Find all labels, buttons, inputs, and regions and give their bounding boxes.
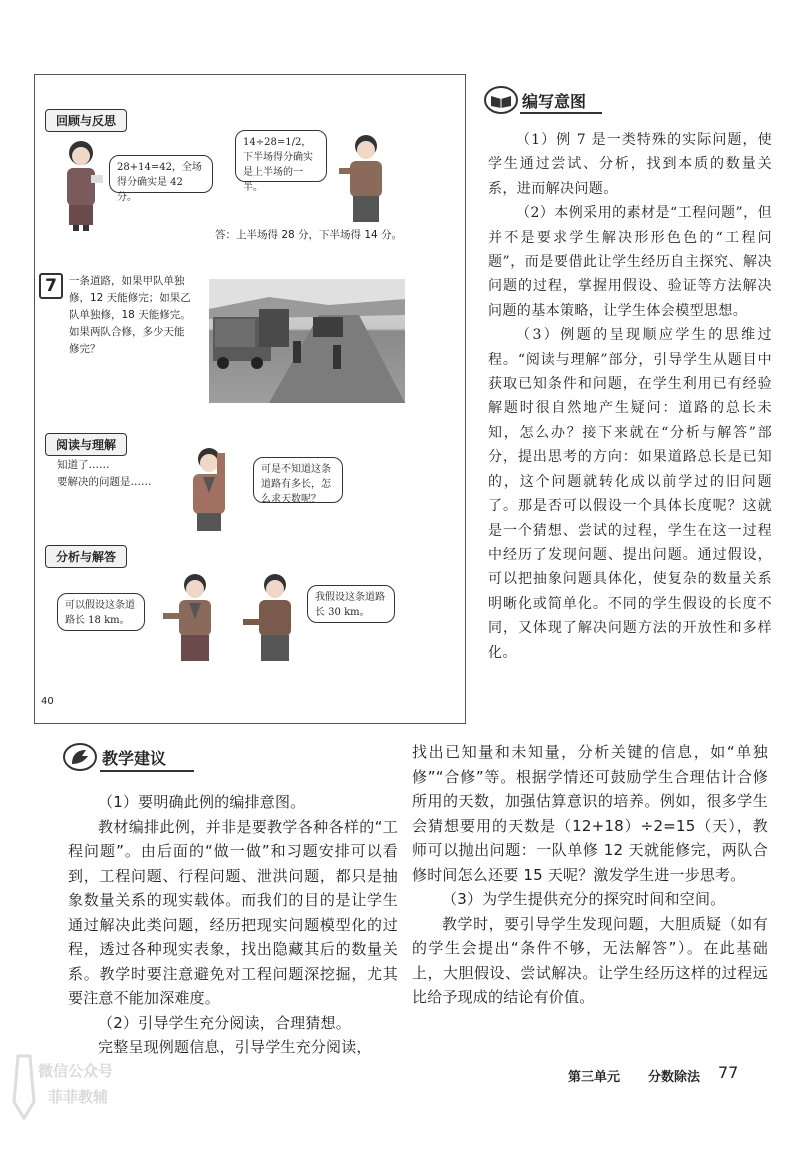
intent-paragraph: （1）例 7 是一类特殊的实际问题，使学生通过尝试、分析，找到本质的数量关系，进而解决问题。 (488, 132, 772, 197)
intent-paragraph: （3）例题的呈现顺应学生的思维过程。“阅读与理解”部分，引导学生从题目中获取已知条件和问题，在学生利用已有经验解题时很自然地产生疑问：道路的总长未知，怎么办？接下来就在“分析与解答”部分，提出思考的方向：如果道路总长是已知的，这个问题就转化成以前学过的旧问题了。那是否可以假设一个具体长度呢？这就是一个猜想、尝试的过程，学生在这一过程中经历了发现问题、提出问题。通过假设，可以把抽象问题具体化，使复杂的数量关系明晰化或简单化。不同的学生假设的长度不同，又体现了解决问题方法的开放性和多样化。 (488, 327, 772, 661)
advice-paragraph: 找出已知量和未知量，分析关键的信息，如“单独修”“合修”等。根据学情还可鼓励学生合理估计合修所用的天数，加强估算意识的培养。例如，很多学生会猜想要用的天数是（12+18）÷2=15（天），教师可以抛出问题：一队单修 12 天就能修完，两队合修时间怎么还要 15 天呢？激发学生进一步思考。 (412, 743, 768, 884)
teaching-icon (62, 742, 98, 772)
footer-chapter: 第三单元 (568, 1070, 621, 1085)
problem-line: 修完？ (69, 343, 101, 355)
watermark-line: 微信公众号 (38, 1062, 114, 1080)
read-lines (57, 457, 152, 491)
problem-line: 修，12 天能修完；如果乙 (69, 292, 191, 304)
problem-line: 如果两队合修，多少天能 (69, 326, 185, 338)
advice-underline (100, 770, 194, 772)
advice-paragraph: （2）引导学生充分阅读，合理猜想。 (98, 1013, 351, 1032)
boy-speech-bubble: 14÷28=1/2，下半场得分确实是上半场的一半。 (235, 130, 327, 182)
example-number: 7 (39, 273, 63, 299)
advice-right-column (412, 740, 768, 1010)
read-understand-tag: 阅读与理解 (45, 433, 127, 456)
answer-text: 答：上半场得 28 分，下半场得 14 分。 (215, 229, 403, 241)
intent-paragraph: （2）本例采用的素材是“工程问题”，但并不是要求学生解决形形色色的“工程问题”，而是要借此让学生经历自主探究、解决问题的过程，掌握用假设、验证等方法解决问题的基本策略，让学生体会模型思想。 (488, 205, 772, 319)
student-page-number: 40 (41, 696, 54, 707)
read-speech-bubble: 可是不知道这条道路有多长，怎么求天数呢？ (253, 457, 343, 503)
problem-text (69, 273, 205, 358)
intent-header (484, 86, 602, 114)
read-line: 知道了…… (57, 459, 110, 471)
read-line: 要解决的问题是…… (57, 476, 152, 488)
right-speech-bubble: 我假设这条道路长 30 km。 (307, 585, 395, 623)
problem-line: 一条道路，如果甲队单独 (69, 275, 185, 287)
girl-figure (51, 135, 111, 231)
boy-figure-2 (243, 569, 307, 665)
advice-header (62, 742, 194, 772)
watermark (4, 1052, 124, 1134)
advice-paragraph: 完整呈现例题信息，引导学生充分阅读， (98, 1038, 372, 1056)
left-speech-bubble: 可以假设这条道路长 18 km。 (57, 593, 145, 631)
intent-body (488, 128, 772, 665)
intent-underline (520, 112, 602, 114)
watermark-line: 菲菲教辅 (48, 1088, 109, 1106)
advice-paragraph: （3）为学生提供充分的探究时间和空间。 (442, 890, 726, 908)
advice-paragraph: 教学时，要引导学生发现问题，大胆质疑（如有的学生会提出“条件不够，无法解答”）。在此基础上，大胆假设、尝试解决。让学生经历这样的过程远比给予现成的结论有价值。 (412, 914, 768, 1006)
analyze-answer-tag: 分析与解答 (45, 545, 127, 568)
intent-title: 编写意图 (522, 92, 587, 111)
footer-section: 分数除法 (648, 1070, 701, 1085)
footer-page-number: 77 (718, 1063, 739, 1082)
advice-left-column (68, 790, 398, 1060)
boy-figure (335, 130, 397, 226)
book-icon (484, 86, 518, 114)
advice-title: 教学建议 (102, 749, 167, 768)
thinking-boy-figure (181, 443, 241, 533)
student-page-frame (34, 74, 466, 724)
road-construction-photo (209, 279, 405, 403)
girl-figure-2 (159, 569, 229, 665)
girl-speech-bubble: 28+14=42，全场得分确实是 42 分。 (109, 155, 213, 193)
problem-line: 队单独修，18 天能修完。 (69, 309, 191, 321)
advice-paragraph: （1）要明确此例的编排意图。 (98, 793, 306, 811)
review-tag: 回顾与反思 (45, 109, 127, 132)
advice-paragraph: 教材编排此例，并非是要教学各种各样的“工程问题”。由后面的“做一做”和习题安排可以看到，工程问题、行程问题、泄洪问题，都只是抽象数量关系的现实载体。而我们的目的是让学生通过解决此类问题，经历把现实问题模型化的过程，透过各种现实表象，找出隐藏其后的数量关系。教学时要注意避免对工程问题深挖掘，尤其要注意不能加深难度。 (68, 817, 398, 1007)
